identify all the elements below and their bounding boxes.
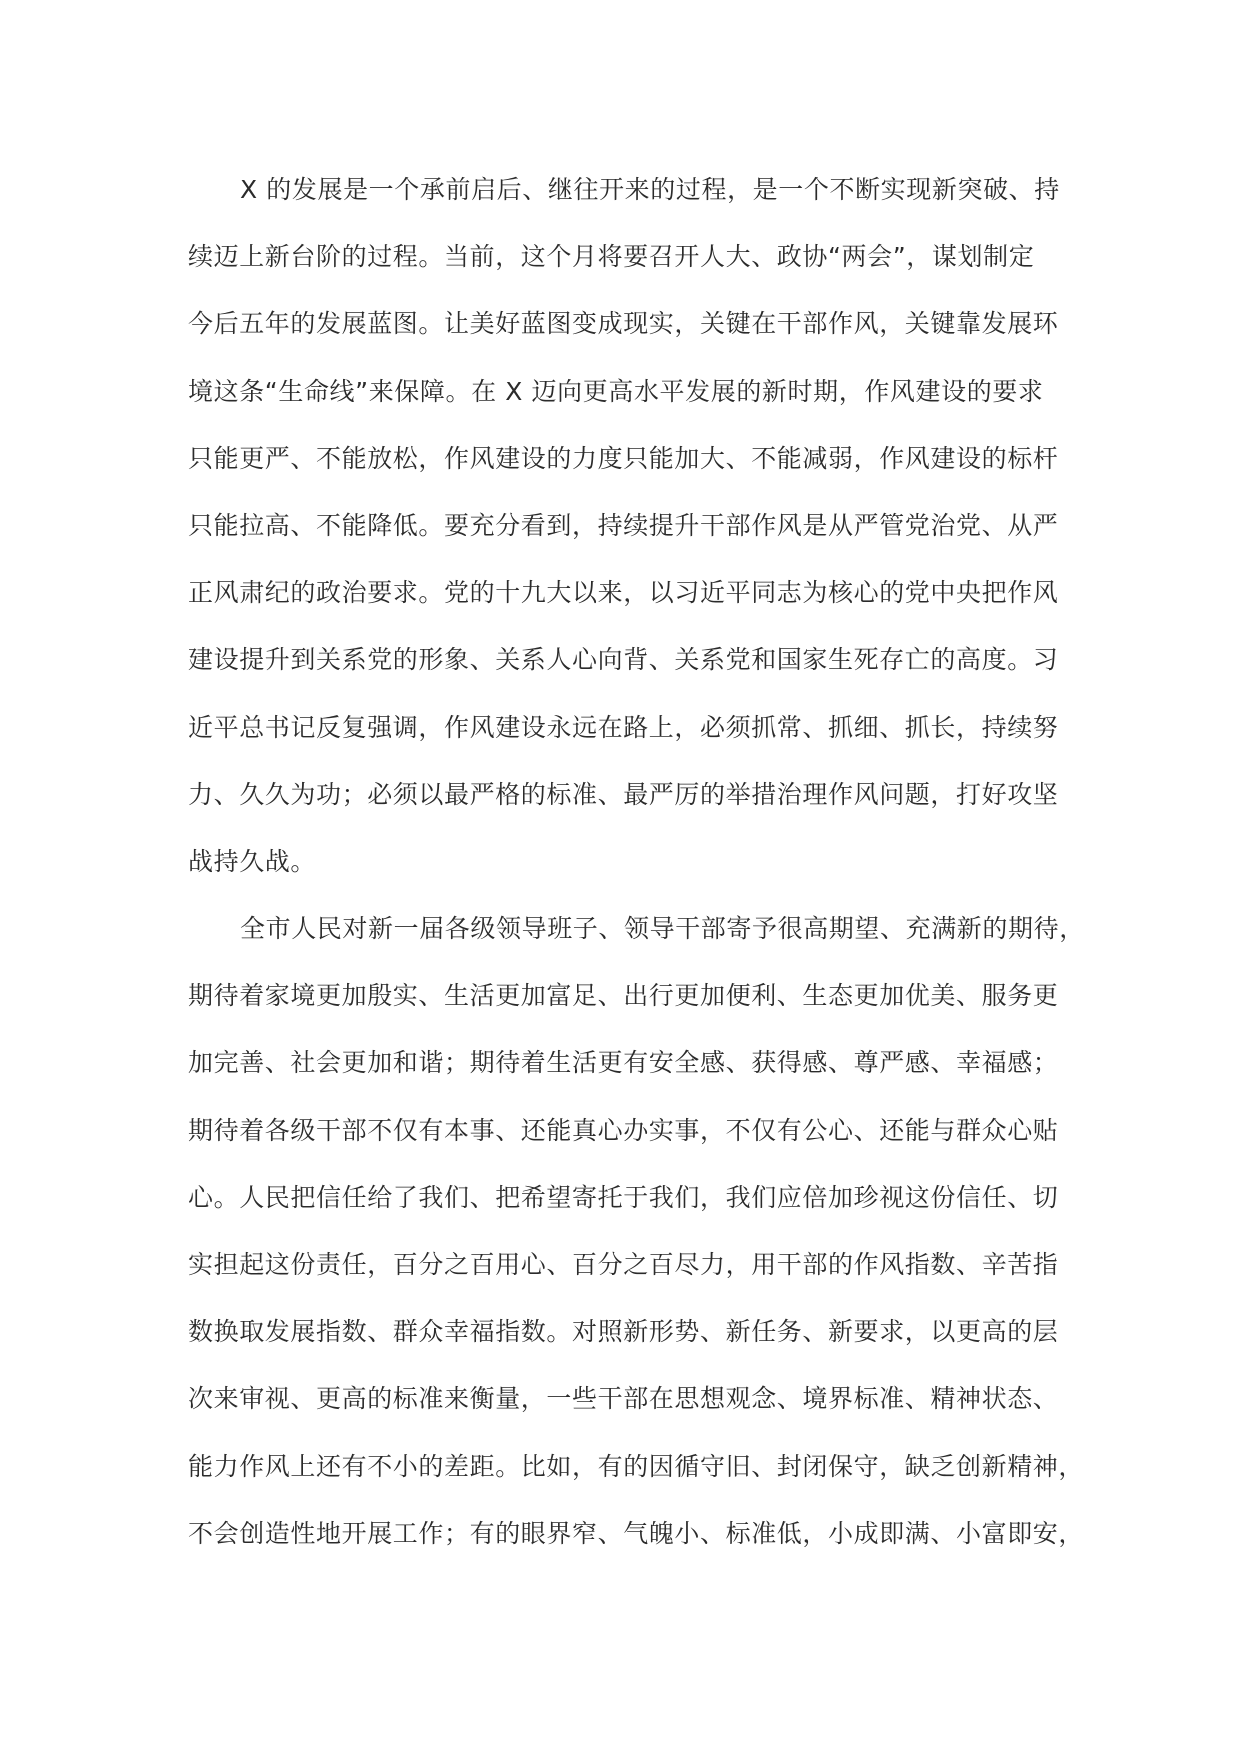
paragraph-2-line-9: 能力作风上还有不小的差距。比如，有的因循守旧、封闭保守，缺乏创新精神， [188, 1451, 1085, 1481]
paragraph-1-line-6: 只能拉高、不能降低。要充分看到，持续提升干部作风是从严管党治党、从严 [188, 510, 1059, 540]
paragraph-2-line-6: 实担起这份责任，百分之百用心、百分之百尽力，用干部的作风指数、辛苦指 [188, 1250, 1059, 1279]
paragraph-1-line-7: 正风肃纪的政治要求。党的十九大以来，以习近平同志为核心的党中央把作风 [188, 578, 1059, 608]
paragraph-1-line-9: 近平总书记反复强调，作风建设永远在路上，必须抓常、抓细、抓长，持续努 [188, 712, 1059, 742]
paragraph-1-line-10: 力、久久为功；必须以最严格的标准、最严厉的举措治理作风问题，打好攻坚 [188, 779, 1059, 809]
paragraph-1-line-4: 境这条“生命线”来保障。在 X 迈向更高水平发展的新时期，作风建设的要求 [188, 376, 1044, 406]
paragraph-1-line-11: 战持久战。 [188, 846, 317, 876]
paragraph-1-line-2: 续迈上新台阶的过程。当前，这个月将要召开人大、政协“两会”，谋划制定 [188, 242, 1035, 272]
paragraph-2-line-4: 期待着各级干部不仅有本事、还能真心办实事，不仅有公心、还能与群众心贴 [188, 1115, 1059, 1145]
document-body [188, 172, 1085, 1583]
paragraph-1-line-8: 建设提升到关系党的形象、关系人心向背、关系党和国家生死存亡的高度。习 [188, 645, 1059, 675]
paragraph-1-line-3: 今后五年的发展蓝图。让美好蓝图变成现实，关键在干部作风，关键靠发展环 [188, 309, 1059, 339]
paragraph-2-line-10: 不会创造性地开展工作；有的眼界窄、气魄小、标准低，小成即满、小富即安， [188, 1518, 1085, 1548]
paragraph-2-line-1: 全市人民对新一届各级领导班子、领导干部寄予很高期望、充满新的期待， [240, 914, 1085, 944]
paragraph-2-line-7: 数换取发展指数、群众幸福指数。对照新形势、新任务、新要求，以更高的层 [188, 1317, 1059, 1347]
paragraph-1-line-1: X 的发展是一个承前启后、继往开来的过程，是一个不断实现新突破、持 [240, 175, 1060, 204]
paragraph-2-line-2: 期待着家境更加殷实、生活更加富足、出行更加便利、生态更加优美、服务更 [188, 981, 1059, 1011]
paragraph-2-line-5: 心。人民把信任给了我们、把希望寄托于我们，我们应倍加珍视这份信任、切 [188, 1182, 1059, 1212]
paragraph-1-line-5: 只能更严、不能放松，作风建设的力度只能加大、不能减弱，作风建设的标杆 [188, 443, 1059, 473]
paragraph-2-line-3: 加完善、社会更加和谐；期待着生活更有安全感、获得感、尊严感、幸福感； [188, 1048, 1059, 1078]
paragraph-2-line-8: 次来审视、更高的标准来衡量，一些干部在思想观念、境界标准、精神状态、 [188, 1384, 1059, 1414]
